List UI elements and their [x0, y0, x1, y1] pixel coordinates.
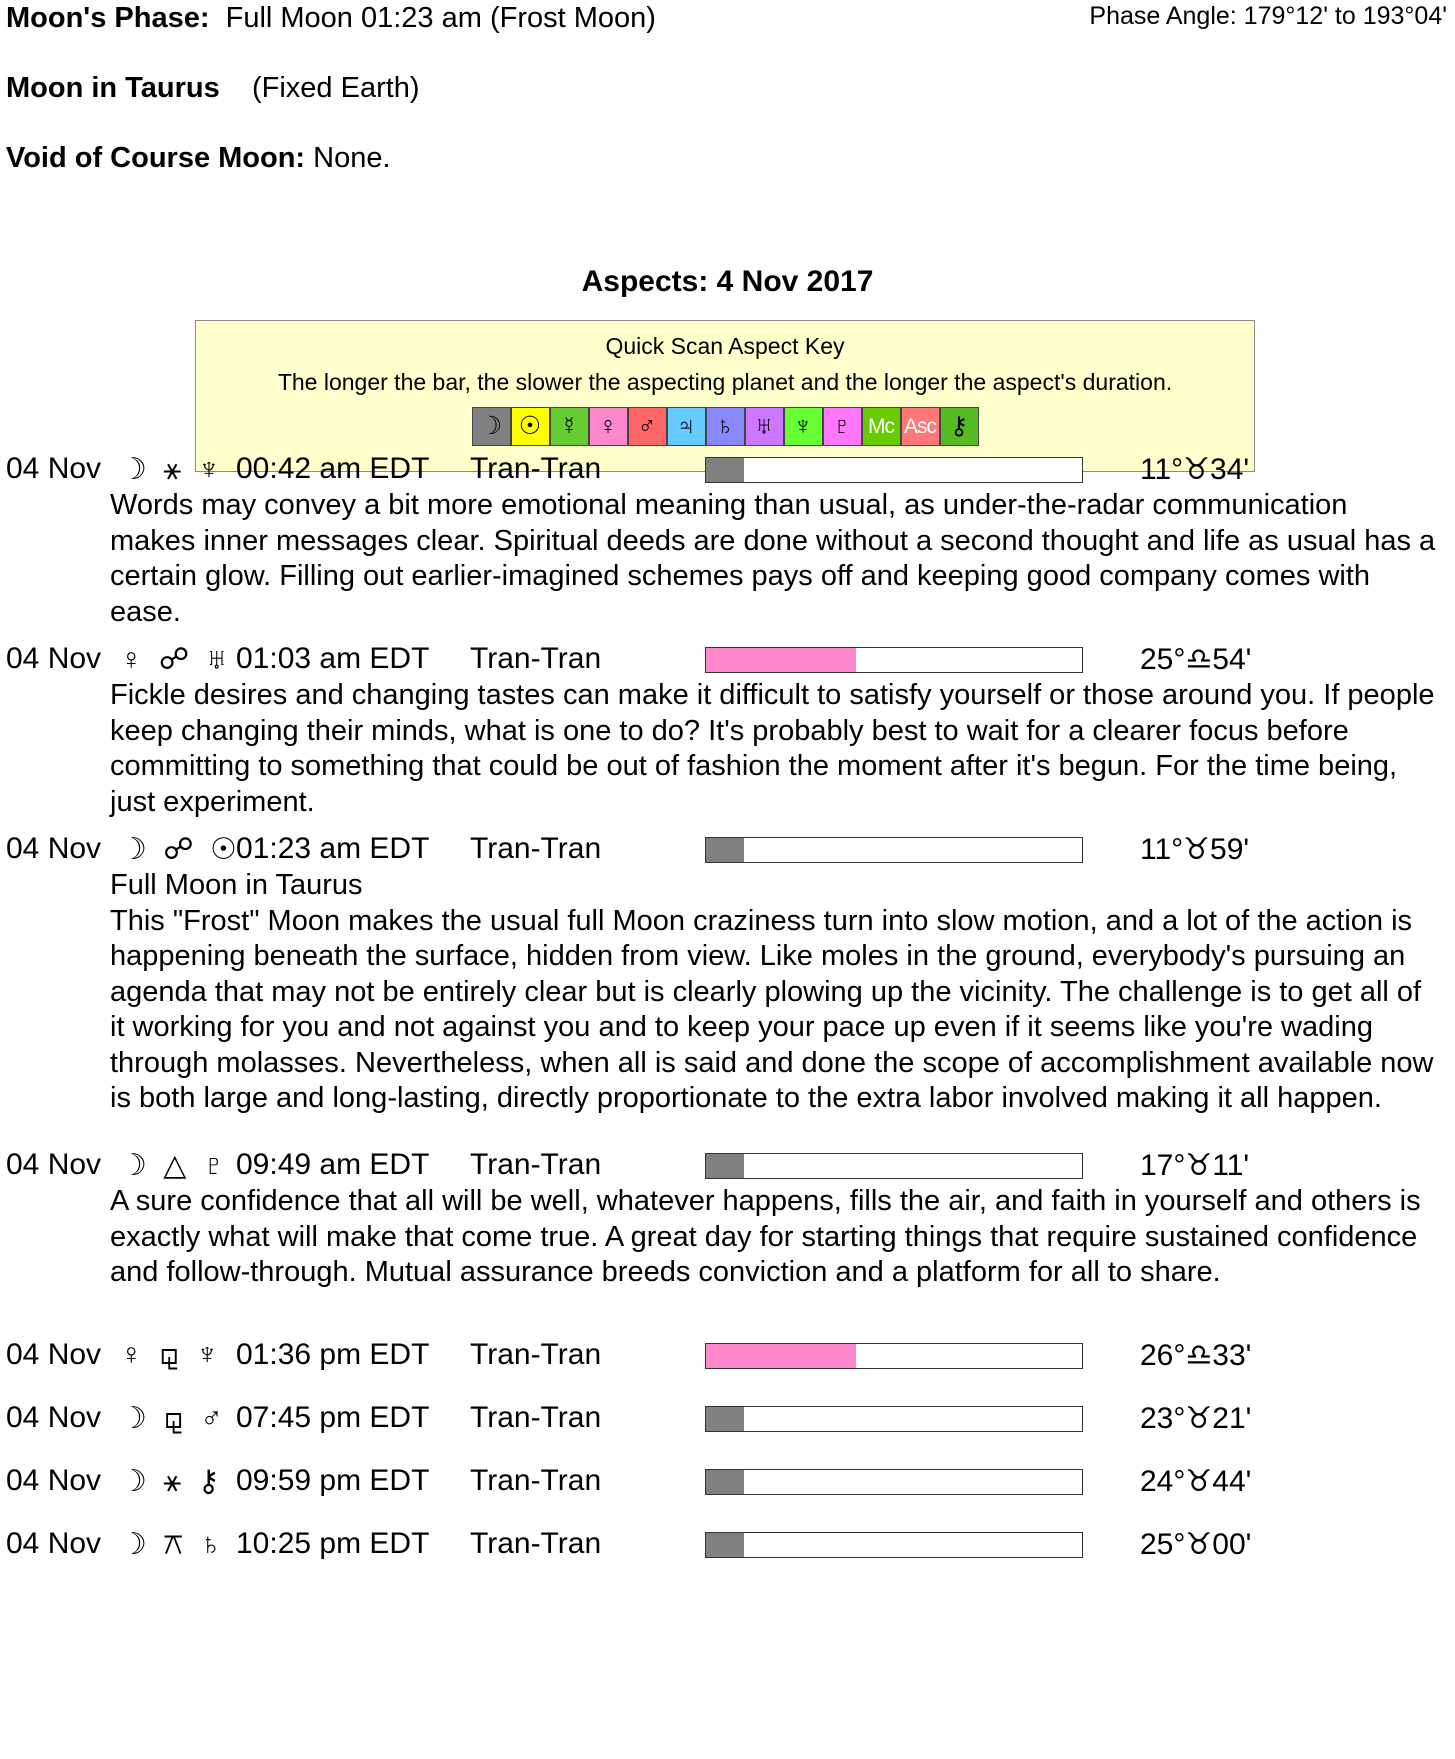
- aspect-duration-fill: [706, 1470, 744, 1494]
- uranus-swatch-icon: ♅: [745, 407, 784, 446]
- aspect-key-box: [195, 320, 1255, 472]
- saturn-swatch-icon: ♄: [706, 407, 745, 446]
- aspect-glyphs-icon: ☽ ☍ ☉: [120, 833, 241, 866]
- aspect-position: 11°♉59': [1140, 833, 1250, 866]
- moon-sign-label: Moon in Taurus: [6, 72, 220, 104]
- aspect-entry: [0, 452, 1455, 630]
- aspects-title: Aspects: 4 Nov 2017: [581, 265, 874, 298]
- phase-angle: Phase Angle: 179°12' to 193°04': [1089, 2, 1447, 30]
- void-of-course-label: Void of Course Moon:: [6, 142, 306, 174]
- aspect-time: 09:49 am EDT: [236, 1148, 430, 1181]
- aspect-row: [0, 452, 1455, 488]
- moon-phase-line: [6, 2, 656, 35]
- aspect-position: 24°♉44': [1140, 1465, 1252, 1498]
- aspect-key-title: Quick Scan Aspect Key: [605, 333, 845, 359]
- aspect-entry: [0, 832, 1455, 1117]
- aspect-subtitle: Full Moon in Taurus: [110, 869, 363, 901]
- aspect-glyphs-icon: ☽ ⚼ ♂: [120, 1402, 227, 1435]
- asc-swatch-icon: Asc: [901, 407, 940, 446]
- aspect-date: 04 Nov: [6, 832, 102, 865]
- aspect-duration-bar: [705, 1469, 1083, 1495]
- aspect-type: Tran-Tran: [470, 832, 602, 865]
- aspect-entry: [0, 1338, 1455, 1374]
- aspect-description: Fickle desires and changing tastes can make it difficult to satisfy yourself or those around you. If people keep changing their minds, what is one to do? It's probably best to wait for a clearer focus before committing to something that could be out of fashion the moment after it's begun. For the time being, just experiment.: [110, 679, 1435, 818]
- venus-swatch-icon: ♀: [589, 407, 628, 446]
- aspect-position: 25°♉00': [1140, 1528, 1252, 1561]
- aspect-position: 26°♎33': [1140, 1339, 1252, 1372]
- void-of-course-line: [6, 142, 391, 175]
- chiron-swatch-icon: ⚷: [940, 407, 979, 446]
- aspect-type: Tran-Tran: [470, 1527, 602, 1560]
- mercury-swatch-icon: ☿: [550, 407, 589, 446]
- aspect-description: This "Frost" Moon makes the usual full Moon craziness turn into slow motion, and a lot of the action is happening beneath the surface, hidden from view. Like moles in the ground, everybody's pursuing an agenda that may not be entirely clear but is clearly plowing up the vicinity. The challenge is to get all of it working for you and not against you and to keep your pace up even if it seems like you're wading through molasses. Nevertheless, when all is said and done the scope of accomplishment available now is both large and long-lasting, directly proportionate to the extra labor involved making it all happen.: [110, 904, 1434, 1114]
- void-of-course-value: None.: [313, 142, 391, 174]
- aspect-type: Tran-Tran: [470, 642, 602, 675]
- moon-swatch-icon: ☽: [472, 407, 511, 446]
- aspect-type: Tran-Tran: [470, 1338, 602, 1371]
- aspect-duration-fill: [706, 1533, 744, 1557]
- aspect-glyphs-icon: ☽ ⚹ ⚷: [120, 1465, 224, 1498]
- aspect-duration-bar: [705, 457, 1083, 483]
- jupiter-swatch-icon: ♃: [667, 407, 706, 446]
- aspect-glyphs-icon: ☽ ⚻ ♄: [120, 1528, 227, 1561]
- aspect-row: [0, 1464, 1455, 1500]
- aspect-date: 04 Nov: [6, 1401, 102, 1434]
- aspect-time: 00:42 am EDT: [236, 452, 430, 485]
- aspect-time: 10:25 pm EDT: [236, 1527, 430, 1560]
- aspect-date: 04 Nov: [6, 642, 102, 675]
- aspect-position: 25°♎54': [1140, 643, 1252, 676]
- aspect-row: [0, 642, 1455, 678]
- aspect-description: A sure confidence that all will be well, whatever happens, fills the air, and faith in yourself and others is exactly what will make that come true. A great day for starting things that require sustained confidence and follow-through. Mutual assurance breeds conviction and a platform for all to share.: [110, 1185, 1421, 1288]
- aspect-date: 04 Nov: [6, 1148, 102, 1181]
- aspect-entry: [0, 1527, 1455, 1563]
- aspect-date: 04 Nov: [6, 1338, 102, 1371]
- aspect-row: [0, 832, 1455, 868]
- aspect-entry: [0, 1401, 1455, 1437]
- aspect-duration-fill: [706, 1407, 744, 1431]
- mars-swatch-icon: ♂: [628, 407, 667, 446]
- aspect-date: 04 Nov: [6, 1464, 102, 1497]
- aspect-date: 04 Nov: [6, 452, 102, 485]
- mc-swatch-icon: Mc: [862, 407, 901, 446]
- aspect-duration-fill: [706, 1344, 856, 1368]
- aspect-glyphs-icon: ☽ △ ♇: [120, 1149, 230, 1182]
- aspect-duration-bar: [705, 647, 1083, 673]
- aspect-time: 09:59 pm EDT: [236, 1464, 430, 1497]
- aspect-key-swatches: [196, 407, 1254, 446]
- neptune-swatch-icon: ♆: [784, 407, 823, 446]
- aspect-duration-bar: [705, 1406, 1083, 1432]
- moon-sign-element: (Fixed Earth): [251, 72, 420, 104]
- aspect-glyphs-icon: ♀ ☍ ♅: [120, 643, 233, 676]
- aspect-position: 17°♉11': [1140, 1149, 1250, 1182]
- aspect-type: Tran-Tran: [470, 452, 602, 485]
- aspect-time: 01:03 am EDT: [236, 642, 430, 675]
- moon-phase-value: Full Moon 01:23 am (Frost Moon): [225, 2, 656, 34]
- moon-sign-line: [6, 72, 420, 105]
- aspect-position: 23°♉21': [1140, 1402, 1252, 1435]
- aspect-time: 01:23 am EDT: [236, 832, 430, 865]
- aspect-glyphs-icon: ☽ ⚹ ♆: [120, 453, 225, 486]
- aspect-glyphs-icon: ♀ ⚼ ♆: [120, 1338, 223, 1371]
- aspect-time: 01:36 pm EDT: [236, 1338, 430, 1371]
- aspect-duration-fill: [706, 1154, 744, 1178]
- aspect-duration-bar: [705, 1343, 1083, 1369]
- aspect-position: 11°♉34': [1140, 453, 1250, 486]
- sun-swatch-icon: ☉: [511, 407, 550, 446]
- aspect-type: Tran-Tran: [470, 1148, 602, 1181]
- aspect-row: [0, 1338, 1455, 1374]
- aspect-type: Tran-Tran: [470, 1401, 602, 1434]
- aspect-duration-fill: [706, 458, 744, 482]
- aspect-date: 04 Nov: [6, 1527, 102, 1560]
- aspect-duration-fill: [706, 648, 856, 672]
- aspect-row: [0, 1148, 1455, 1184]
- aspect-time: 07:45 pm EDT: [236, 1401, 430, 1434]
- pluto-swatch-icon: ♇: [823, 407, 862, 446]
- aspect-duration-bar: [705, 1532, 1083, 1558]
- aspect-duration-bar: [705, 837, 1083, 863]
- aspect-type: Tran-Tran: [470, 1464, 602, 1497]
- aspect-duration-bar: [705, 1153, 1083, 1179]
- aspect-entry: [0, 1464, 1455, 1500]
- aspect-duration-fill: [706, 838, 744, 862]
- moon-phase-label: Moon's Phase:: [6, 2, 210, 34]
- aspect-key-description: The longer the bar, the slower the aspecting planet and the longer the aspect's duration.: [277, 369, 1173, 395]
- aspect-description: Words may convey a bit more emotional meaning than usual, as under-the-radar communication makes inner messages clear. Spiritual deeds are done without a second thought and life as usual has a certain glow. Filling out earlier-imagined schemes pays off and keeping good company comes with ease.: [110, 489, 1436, 628]
- aspect-entry: [0, 1148, 1455, 1291]
- aspect-entry: [0, 642, 1455, 820]
- aspect-row: [0, 1401, 1455, 1437]
- aspect-row: [0, 1527, 1455, 1563]
